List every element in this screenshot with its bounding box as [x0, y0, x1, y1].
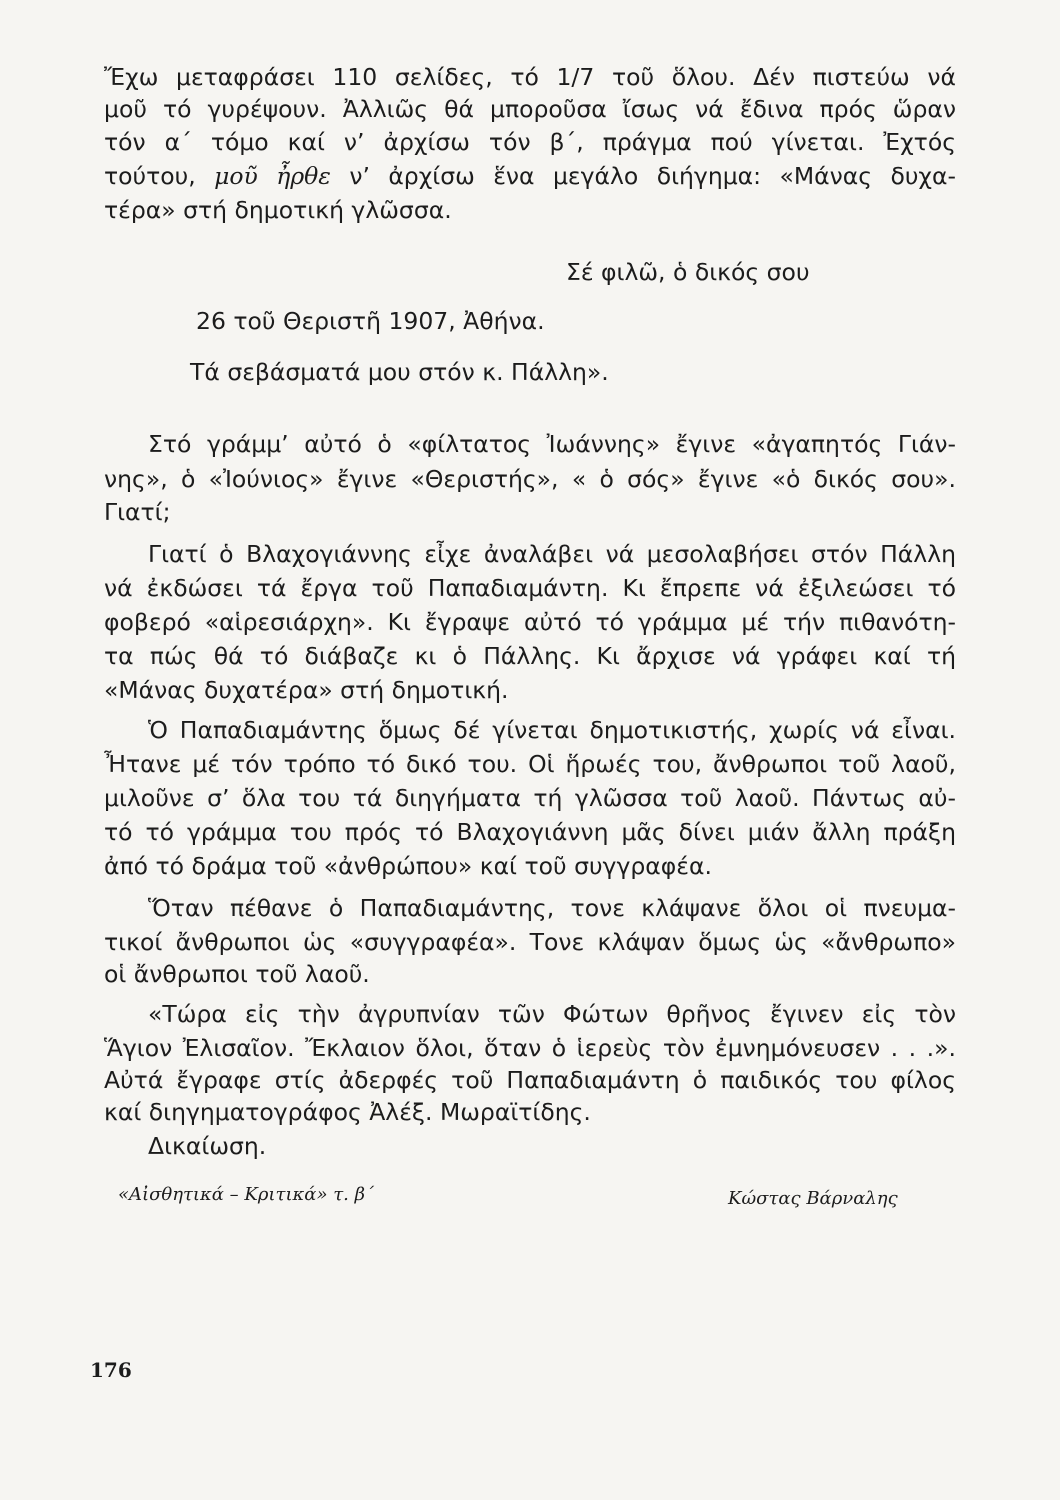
- paragraph-line: Ἦτανε μέ τόν τρόπο τό δικό του. Οἱ ἥρωές του, ἄνθρωποι τοῦ λαοῦ,: [104, 750, 956, 778]
- paragraph-line: Γιατί ὁ Βλαχογιάννης εἶχε ἀναλάβει νά μεσολαβήσει στόν Πάλλη: [148, 540, 956, 568]
- paragraph-line: οἱ ἄνθρωποι τοῦ λαοῦ.: [104, 960, 370, 988]
- letter-line-with-italic: [104, 161, 956, 191]
- paragraph-line: ἀπό τό δράμα τοῦ «ἀνθρώπου» καί τοῦ συγγραφέα.: [104, 852, 712, 880]
- letter-line: τέρα» στή δημοτική γλῶσσα.: [104, 196, 452, 224]
- paragraph-line: Αὐτά ἔγραφε στίς ἀδερφές τοῦ Παπαδιαμάντη ὁ παιδικός του φίλος: [104, 1066, 956, 1094]
- paragraph-line: Δικαίωση.: [148, 1132, 267, 1160]
- letter-text: ν’ ἀρχίσω ἕνα μεγάλο διήγημα: «Μάνας δυχα-: [349, 162, 956, 190]
- paragraph-line: καί διηγηματογράφος Ἀλέξ. Μωραϊτίδης.: [104, 1098, 591, 1126]
- source-citation: «Αἰσθητικά – Κριτικά» τ. β΄: [118, 1184, 374, 1205]
- paragraph-line: Στό γράμμ’ αὐτό ὁ «φίλτατος Ἰωάννης» ἔγινε «ἀγαπητός Γιάν-: [148, 430, 956, 458]
- letter-line: Ἔχω μεταφράσει 110 σελίδες, τό 1/7 τοῦ ὅλου. Δέν πιστεύω νά: [104, 63, 956, 91]
- paragraph-line: νης», ὁ «Ἰούνιος» ἔγινε «Θεριστής», « ὁ σός» ἔγινε «ὁ δικός σου».: [104, 465, 956, 493]
- paragraph-line: Ἅγιον Ἐλισαῖον. Ἔκλαιον ὅλοι, ὅταν ὁ ἱερεὺς τὸν ἐμνημόνευσεν . . .».: [104, 1034, 956, 1062]
- paragraph-line: φοβερό «αἱρεσιάρχη». Κι ἔγραψε αὐτό τό γράμμα μέ τήν πιθανότη-: [104, 608, 956, 636]
- paragraph-line: «Μάνας δυχατέρα» στή δημοτική.: [104, 676, 509, 704]
- paragraph-line: τα πώς θά τό διάβαζε κι ὁ Πάλλης. Κι ἄρχισε νά γράφει καί τή: [104, 642, 956, 670]
- paragraph-line: τικοί ἄνθρωποι ὡς «συγγραφέα». Τονε κλάψαν ὅμως ὡς «ἄνθρωπο»: [104, 928, 956, 956]
- letter-italic-text: μοῦ ἦρθε: [214, 162, 331, 190]
- letter-date: 26 τοῦ Θεριστῆ 1907, Ἀθήνα.: [196, 307, 545, 335]
- paragraph-line: Ὅταν πέθανε ὁ Παπαδιαμάντης, τονε κλάψανε ὅλοι οἱ πνευμα-: [148, 894, 956, 922]
- paragraph-line: μιλοῦνε σ’ ὅλα του τά διηγήματα τή γλῶσσα τοῦ λαοῦ. Πάντως αὐ-: [104, 784, 956, 812]
- paragraph-line: Γιατί;: [104, 498, 171, 526]
- letter-line: τόν α΄ τόμο καί ν’ ἀρχίσω τόν β΄, πράγμα πού γίνεται. Ἐχτός: [104, 128, 956, 156]
- page-number: 176: [90, 1358, 132, 1382]
- paragraph-line: Ὁ Παπαδιαμάντης ὅμως δέ γίνεται δημοτικιστής, χωρίς νά εἶναι.: [148, 716, 956, 744]
- author-signature: Κώστας Βάρναλης: [728, 1188, 898, 1209]
- letter-text: τούτου,: [104, 162, 196, 190]
- letter-closing: Τά σεβάσματά μου στόν κ. Πάλλη».: [190, 358, 609, 386]
- paragraph-line: «Τώρα εἰς τὴν ἀγρυπνίαν τῶν Φώτων θρῆνος ἔγινεν εἰς τὸν: [148, 1000, 956, 1028]
- paragraph-line: νά ἐκδώσει τά ἔργα τοῦ Παπαδιαμάντη. Κι ἔπρεπε νά ἐξιλεώσει τό: [104, 574, 956, 602]
- paragraph-line: τό τό γράμμα του πρός τό Βλαχογιάννη μᾶς δίνει μιάν ἄλλη πράξη: [104, 818, 956, 846]
- letter-line: μοῦ τό γυρέψουν. Ἀλλιῶς θά μποροῦσα ἴσως νά ἔδινα πρός ὥραν: [104, 95, 956, 123]
- letter-salutation: Σέ φιλῶ, ὁ δικός σου: [566, 258, 810, 286]
